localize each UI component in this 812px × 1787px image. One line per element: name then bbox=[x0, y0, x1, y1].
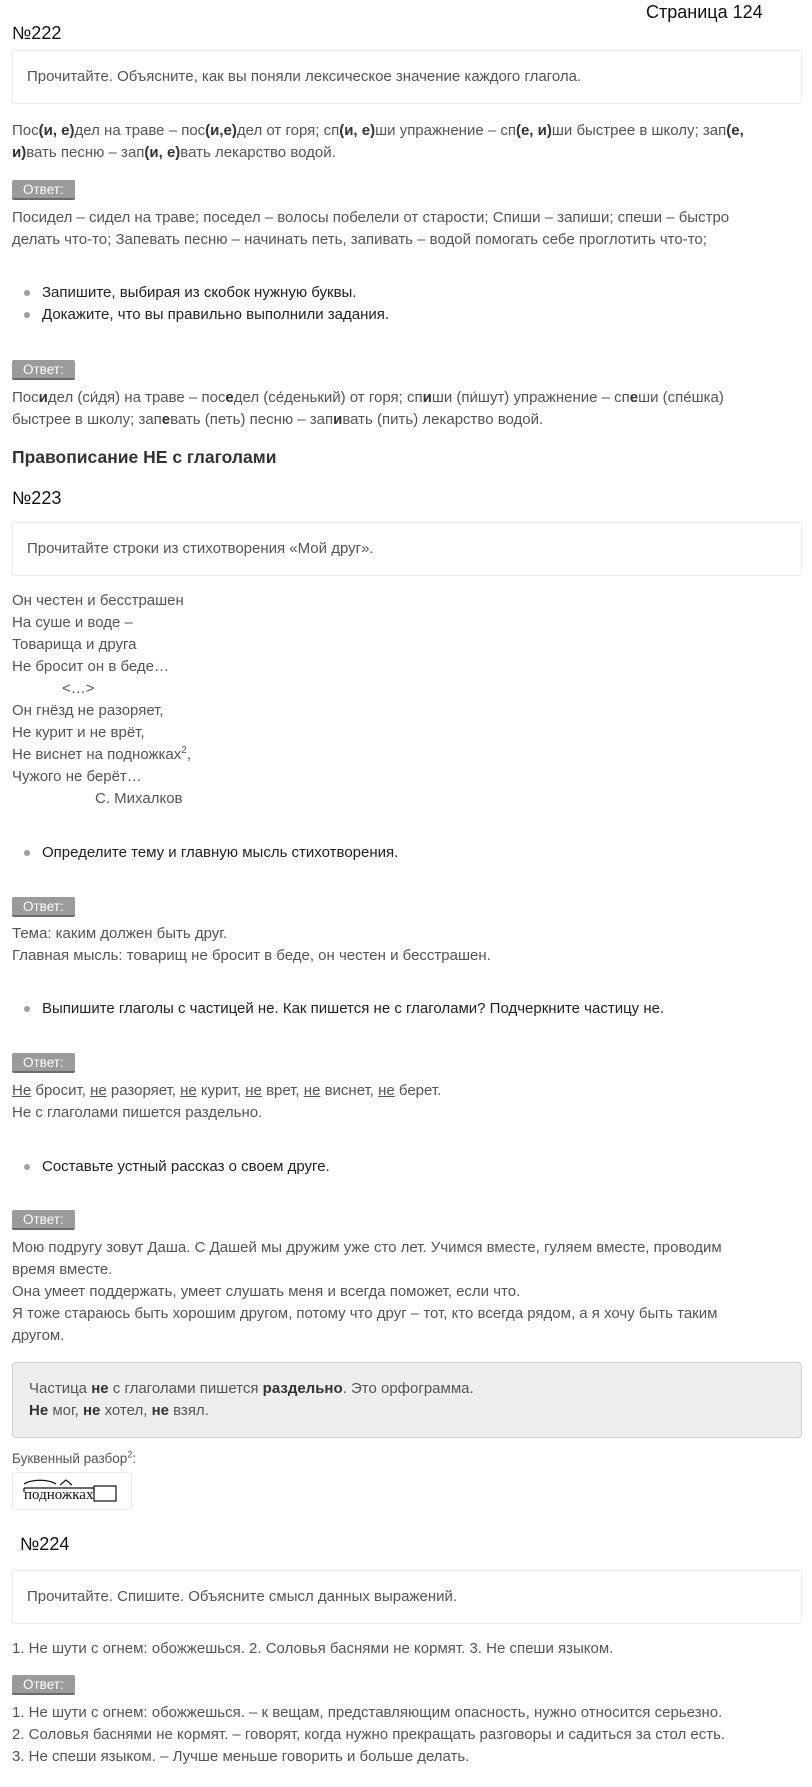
task-223-bullet-3 bbox=[22, 1156, 330, 1178]
rule-note-box bbox=[12, 1362, 802, 1438]
morphemic-analysis-box bbox=[12, 1472, 132, 1510]
answer-line: Мою подругу зовут Даша. С Дашей мы дружим уже сто лет. Учимся вместе, гуляем вместе, проводим bbox=[12, 1239, 722, 1256]
poem-line: На суше и воде – bbox=[12, 614, 133, 631]
prefix-mark bbox=[24, 1480, 56, 1484]
poem-line: Не курит и не врёт, bbox=[12, 724, 145, 741]
bullet-item: Определите тему и главную мысль стихотворения. bbox=[22, 842, 398, 864]
task-224-answer bbox=[12, 1702, 802, 1768]
task-223-bullet-1 bbox=[22, 842, 398, 864]
task-222-text bbox=[12, 120, 802, 164]
underlined-text: не bbox=[245, 1082, 262, 1099]
task-222-answer-1 bbox=[12, 207, 802, 251]
task-223-bullet-2 bbox=[22, 998, 664, 1020]
poem-line: Товарища и друга bbox=[12, 636, 137, 653]
underlined-text: не bbox=[378, 1082, 395, 1099]
section-title: Правописание НЕ с глаголами bbox=[12, 447, 277, 467]
answer-badge: Ответ: bbox=[12, 1675, 75, 1695]
text-segment: вать лекарство водой. bbox=[180, 144, 336, 161]
poem-author: С. Михалков bbox=[95, 790, 183, 807]
answer-badge: Ответ: bbox=[12, 1210, 75, 1230]
bold-text: и) bbox=[12, 144, 27, 161]
text-segment: виснет, bbox=[320, 1082, 379, 1099]
poem-line: Он честен и бесстрашен bbox=[12, 592, 184, 609]
task-222-text-line bbox=[12, 120, 802, 142]
answer-badge: Ответ: bbox=[12, 1053, 75, 1073]
poem-line: <…> bbox=[62, 680, 95, 697]
task-223-answer-3 bbox=[12, 1237, 802, 1347]
text-segment: разоряет, bbox=[106, 1082, 181, 1099]
text-segment: Пос bbox=[12, 389, 39, 406]
text-segment: вать (петь) песню – зап bbox=[170, 411, 334, 428]
text-segment: ши упражнение – сп bbox=[375, 122, 516, 139]
bold-text: (и, е) bbox=[339, 122, 376, 139]
text-segment: вать (пить) лекарство водой. bbox=[342, 411, 544, 428]
bold-text: (и,е) bbox=[205, 122, 237, 139]
text-segment: взял. bbox=[168, 1402, 209, 1419]
answer-line: делать что-то; Запевать песню – начинать петь, запивать – водой помогать себе проглотить что-то; bbox=[12, 231, 707, 248]
text-segment: дел (си́дя) на траве – пос bbox=[47, 389, 226, 406]
text-segment: врет, bbox=[261, 1082, 304, 1099]
poem-line-tail: , bbox=[186, 746, 191, 763]
text-segment: быстрее в школу; зап bbox=[12, 411, 162, 428]
answer-line: 1. Не шути с огнем: обожжешься. – к вещам, представляющим опасность, нужно относится серьезно. bbox=[12, 1704, 723, 1721]
text-segment: дел (се́денький) от горя; сп bbox=[233, 389, 423, 406]
bold-text: (и, е) bbox=[38, 122, 75, 139]
answer-line: Посидел – сидел на траве; поседел – волосы побелели от старости; Спиши – запиши; спеши – быстро bbox=[12, 209, 730, 226]
answer-line: время вместе. bbox=[12, 1261, 113, 1278]
answer-badge: Ответ: bbox=[12, 180, 75, 200]
ending-box bbox=[94, 1486, 116, 1501]
task-224-number: №224 bbox=[20, 1534, 70, 1554]
task-224-instruction: Прочитайте. Спишите. Объясните смысл данных выражений. bbox=[27, 1588, 458, 1605]
poem bbox=[12, 590, 191, 810]
task-223-number: №223 bbox=[12, 488, 62, 508]
text-segment: дел от горя; сп bbox=[236, 122, 340, 139]
footnote-mark: 2 bbox=[181, 745, 187, 756]
task-222-bullet-list bbox=[22, 282, 389, 326]
task-222-instruction-box bbox=[12, 50, 802, 104]
text-segment: бросит, bbox=[31, 1082, 91, 1099]
text-segment: с глаголами пишется bbox=[108, 1380, 263, 1397]
answer-line bbox=[12, 1080, 802, 1102]
poem-line: Он гнёзд не разоряет, bbox=[12, 702, 164, 719]
bullet-item: Запишите, выбирая из скобок нужную буквы. bbox=[22, 282, 389, 304]
text-segment: Пос bbox=[12, 122, 39, 139]
task-224-text: 1. Не шути с огнем: обожжешься. 2. Соловья баснями не кормят. 3. Не спеши языком. bbox=[12, 1640, 614, 1657]
answer-line bbox=[12, 409, 802, 431]
letter-analysis-label bbox=[12, 1448, 136, 1470]
answer-line: 2. Соловья баснями не кормят. – говорят, когда нужно прекращать разговоры и садиться за стол есть. bbox=[12, 1726, 726, 1743]
suffix-mark bbox=[60, 1480, 72, 1485]
underlined-text: не bbox=[303, 1082, 321, 1099]
task-222-answer-2 bbox=[12, 387, 802, 431]
bullet-item: Докажите, что вы правильно выполнили задания. bbox=[22, 304, 389, 326]
poem-line-text: Не виснет на подножках bbox=[12, 746, 182, 763]
task-222-number: №222 bbox=[12, 23, 62, 43]
task-223-instruction: Прочитайте строки из стихотворения «Мой друг». bbox=[27, 540, 374, 557]
text-segment: ши (пи́шут) упражнение – сп bbox=[431, 389, 630, 406]
poem-line bbox=[12, 744, 191, 766]
text-segment: ши (спе́шка) bbox=[638, 389, 724, 406]
text-segment: вать песню – зап bbox=[26, 144, 145, 161]
bold-text: е bbox=[629, 389, 639, 406]
analysis-word: подножках bbox=[24, 1487, 94, 1503]
answer-line: 3. Не спеши языком. – Лучше меньше говорить и больше делать. bbox=[12, 1748, 470, 1765]
answer-line: Не с глаголами пишется раздельно. bbox=[12, 1104, 263, 1121]
underlined-text: Не bbox=[12, 1082, 32, 1099]
bold-text: и bbox=[422, 389, 432, 406]
text-segment: Частица bbox=[29, 1380, 92, 1397]
task-223-instruction-box bbox=[12, 522, 802, 576]
text-segment: ши быстрее в школу; зап bbox=[551, 122, 727, 139]
bold-text: (е, bbox=[726, 122, 744, 139]
poem-line: Не бросит он в беде… bbox=[12, 658, 169, 675]
morphemic-analysis-svg bbox=[22, 1479, 126, 1505]
answer-line: Главная мысль: товарищ не бросит в беде, он честен и бесстрашен. bbox=[12, 947, 491, 964]
task-224-instruction-box bbox=[12, 1570, 802, 1624]
task-222-instruction: Прочитайте. Объясните, как вы поняли лексическое значение каждого глагола. bbox=[27, 68, 582, 85]
poem-line: Чужого не берёт… bbox=[12, 768, 142, 785]
underlined-text: не bbox=[180, 1082, 197, 1099]
footnote-mark: 2 bbox=[127, 1449, 133, 1460]
text-segment: хотел, bbox=[100, 1402, 152, 1419]
text-segment: берет. bbox=[394, 1082, 442, 1099]
bold-text: (е, и) bbox=[515, 122, 552, 139]
answer-badge: Ответ: bbox=[12, 897, 75, 917]
answer-line bbox=[12, 387, 802, 409]
text-segment: . Это орфограмма. bbox=[342, 1380, 474, 1397]
bold-text: Не bbox=[29, 1402, 49, 1419]
bullet-item: Выпишите глаголы с частицей не. Как пишется не с глаголами? Подчеркните частицу не. bbox=[22, 998, 664, 1020]
bold-text: не bbox=[83, 1402, 101, 1419]
bold-text: и bbox=[38, 389, 48, 406]
answer-line: Я тоже стараюсь быть хорошим другом, потому что друг – тот, кто всегда рядом, а я хочу быть таким bbox=[12, 1305, 718, 1322]
page-number: Страница 124 bbox=[646, 2, 763, 22]
bold-text: и bbox=[333, 411, 343, 428]
answer-line: другом. bbox=[12, 1327, 65, 1344]
answer-line: Тема: каким должен быть друг. bbox=[12, 925, 228, 942]
text-segment: курит, bbox=[196, 1082, 246, 1099]
underlined-text: не bbox=[90, 1082, 107, 1099]
task-223-answer-2 bbox=[12, 1080, 802, 1124]
task-222-text-line bbox=[12, 142, 802, 164]
rule-note-line bbox=[29, 1400, 785, 1422]
bold-text: раздельно bbox=[262, 1380, 343, 1397]
task-223-answer-1 bbox=[12, 923, 802, 967]
bold-text: е bbox=[225, 389, 234, 406]
text-segment: мог, bbox=[48, 1402, 83, 1419]
bold-text: не bbox=[151, 1402, 169, 1419]
rule-note-line bbox=[29, 1378, 785, 1400]
bullet-item: Составьте устный рассказ о своем друге. bbox=[22, 1156, 330, 1178]
bold-text: е bbox=[161, 411, 171, 428]
answer-badge: Ответ: bbox=[12, 360, 75, 380]
bold-text: не bbox=[91, 1380, 109, 1397]
answer-line: Она умеет поддержать, умеет слушать меня и всегда поможет, если что. bbox=[12, 1283, 521, 1300]
letter-analysis-text: Буквенный разбор bbox=[12, 1451, 128, 1466]
bold-text: (и, е) bbox=[144, 144, 181, 161]
letter-analysis-colon: : bbox=[132, 1451, 137, 1466]
text-segment: дел на траве – пос bbox=[74, 122, 206, 139]
